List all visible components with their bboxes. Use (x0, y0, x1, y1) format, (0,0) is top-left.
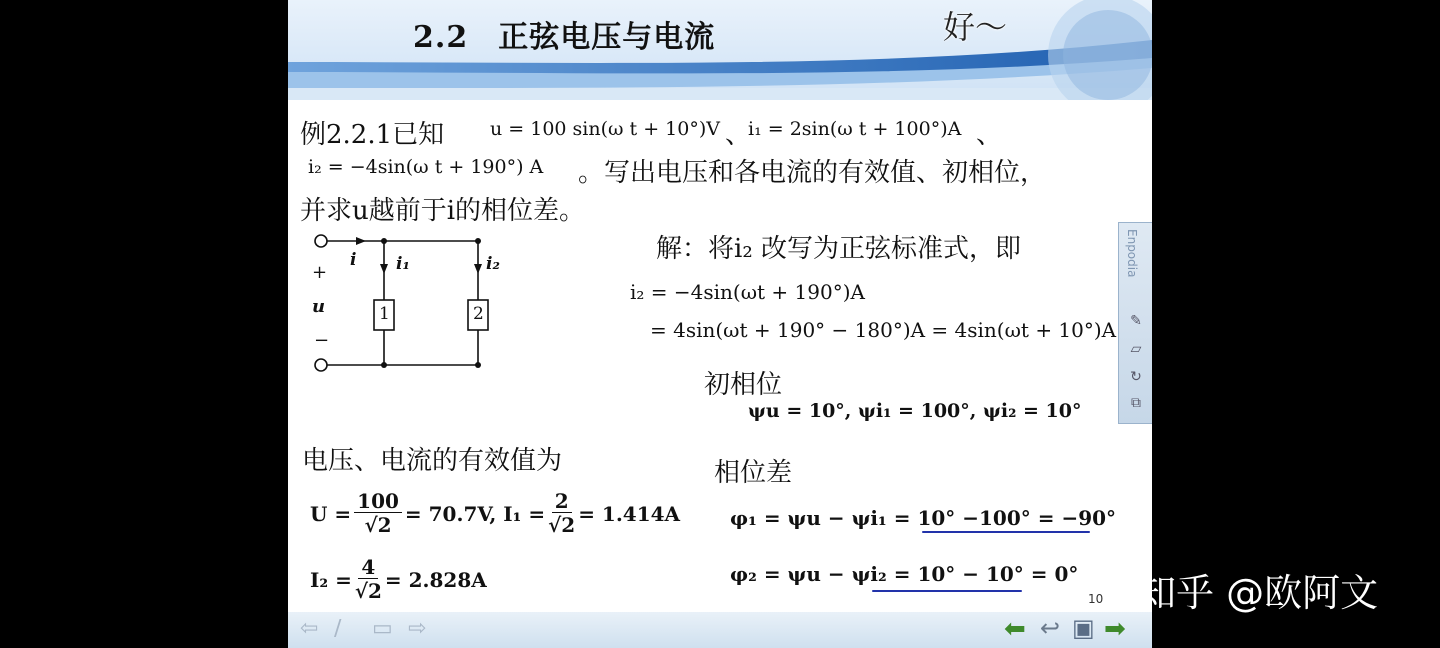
page-number: 10 (1088, 592, 1104, 606)
toolbar-label: Enpodia (1125, 229, 1139, 278)
watermark: 知乎 @欧阿文 (1138, 571, 1379, 615)
copy-icon[interactable]: ⧉ (1131, 395, 1141, 411)
phi2-eq: φ₂ = ψu − ψi₂ = 10° − 10° = 0° (730, 562, 1079, 586)
initial-phase-label: 初相位 (704, 370, 783, 400)
arrow-left-icon[interactable]: ⇦ (300, 616, 319, 641)
handwritten-note: 好～ (943, 8, 1008, 46)
eraser-icon[interactable]: ▱ (1130, 341, 1142, 357)
prev-arrow-icon[interactable]: ⬅ (1004, 614, 1026, 644)
arrow-right-icon[interactable]: ⇨ (408, 616, 427, 641)
box-2-label: 2 (473, 304, 484, 324)
eff-i2-lhs: I₂ = (310, 567, 352, 592)
eff-u-num: 100 (354, 490, 402, 513)
box-1-label: 1 (379, 304, 390, 324)
separator-1: 、 (725, 120, 752, 150)
bottom-nav-bar (288, 612, 1152, 648)
separator-2: 、 (976, 120, 1003, 150)
eff-i2-rhs: = 2.828A (384, 567, 487, 592)
save-icon[interactable]: ▣ (1072, 614, 1095, 642)
solution-intro: 解：将i₂ 改写为正弦标准式，即 (656, 234, 1022, 264)
effective-label: 电压、电流的有效值为 (302, 446, 563, 476)
eff-u-fraction (354, 490, 402, 537)
label-minus: − (314, 330, 330, 351)
eff-i2-fraction (355, 556, 382, 603)
example-label: 例2.2.1已知 (300, 120, 445, 150)
eff-i1-rhs: = 1.414A (578, 501, 681, 526)
eff-i2-den: √2 (354, 579, 382, 603)
back-icon[interactable]: ↩ (1040, 614, 1061, 642)
effective-eq-1 (310, 490, 680, 537)
label-i2: i₂ (486, 254, 500, 274)
refresh-icon[interactable]: ↻ (1130, 369, 1142, 385)
screen-icon[interactable]: ▭ (372, 616, 393, 641)
eff-i1-num: 2 (552, 490, 572, 513)
phi1-underline (922, 531, 1090, 533)
label-i: i (350, 250, 357, 270)
given-u: u = 100 sin(ω t + 10°)V (490, 118, 720, 140)
pen-icon[interactable]: ✎ (1130, 313, 1142, 329)
eff-u-den: √2 (364, 513, 392, 537)
phi1-eq: φ₁ = ψu − ψi₁ = 10° −100° = −90° (730, 506, 1117, 530)
side-toolbar (1118, 222, 1152, 424)
eff-i1-den: √2 (548, 513, 576, 537)
effective-eq-2 (310, 556, 487, 603)
circuit-diagram (308, 228, 498, 378)
next-arrow-icon[interactable]: ➡ (1104, 614, 1126, 644)
question-part2: 并求u越前于i的相位差。 (300, 196, 586, 226)
phase-diff-label: 相位差 (714, 458, 793, 488)
eff-u-lhs: U = (310, 501, 352, 526)
label-u: u (312, 296, 326, 317)
title-text: 正弦电压与电流 (498, 20, 716, 55)
phi2-underline (872, 590, 1022, 592)
pen-icon[interactable]: ∕ (334, 616, 342, 641)
lecture-slide (288, 0, 1152, 648)
initial-phase-eq: ψu = 10°, ψi₁ = 100°, ψi₂ = 10° (748, 400, 1082, 422)
solution-eq1: i₂ = −4sin(ωt + 190°)A (630, 280, 865, 304)
solution-eq2: = 4sin(ωt + 190° − 180°)A = 4sin(ωt + 10°)A (650, 318, 1117, 342)
section-number: 2.2 (413, 20, 469, 55)
question-part1: 。写出电压和各电流的有效值、初相位， (578, 158, 1047, 188)
label-i1: i₁ (396, 254, 410, 274)
given-i2: i₂ = −4sin(ω t + 190°) A (308, 156, 544, 178)
eff-i1-fraction (548, 490, 575, 537)
given-i1: i₁ = 2sin(ω t + 100°)A (748, 118, 962, 140)
label-plus: + (312, 262, 328, 283)
eff-i2-num: 4 (358, 556, 378, 579)
slide-title (413, 12, 715, 56)
eff-u-rhs: = 70.7V, I₁ = (404, 501, 546, 526)
